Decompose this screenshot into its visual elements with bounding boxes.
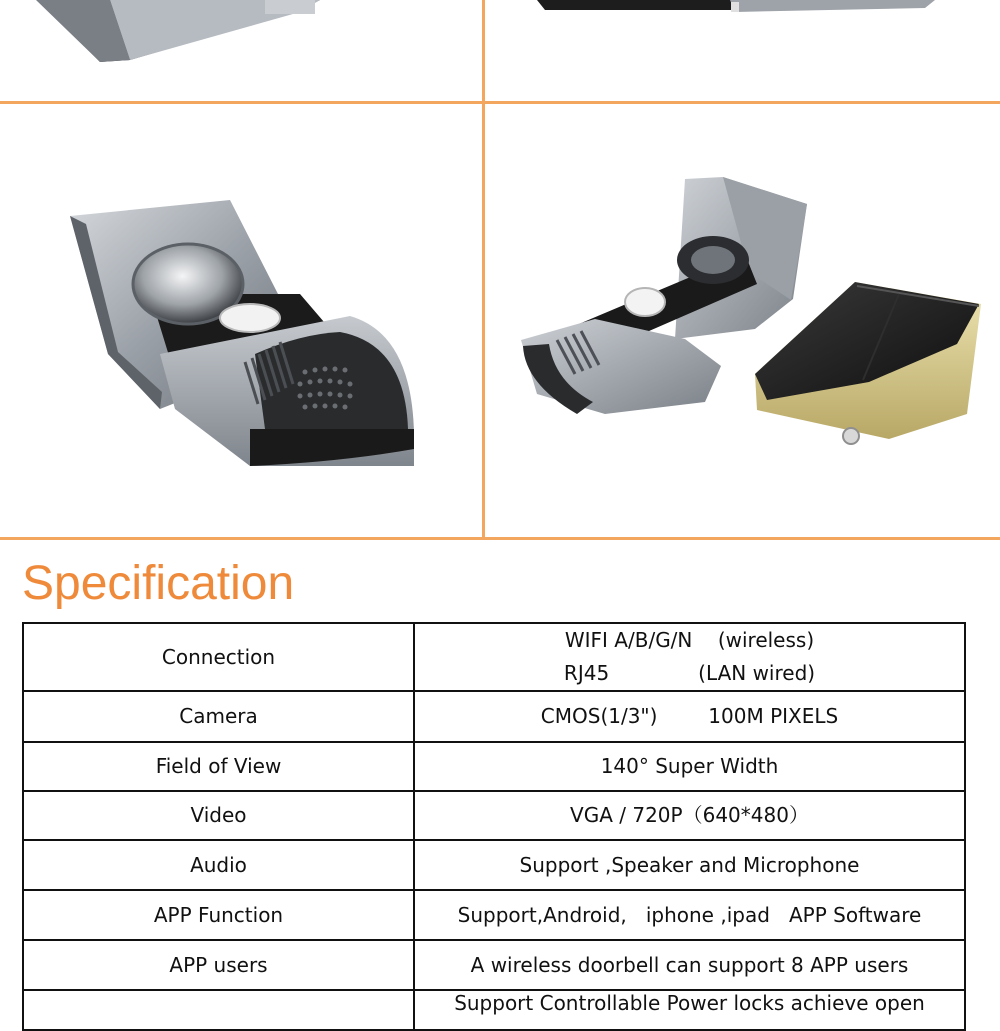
spec-row-video [23, 791, 965, 840]
spec-label [23, 990, 414, 1030]
spec-value: CMOS(1/3") 100M PIXELS [414, 691, 965, 742]
spec-value [414, 623, 965, 691]
spec-row-app-users [23, 940, 965, 990]
spec-value: Support Controllable Power locks achieve open [414, 990, 965, 1030]
spec-row-audio [23, 840, 965, 890]
spec-label: Camera [23, 691, 414, 742]
grid-divider-bottom [0, 537, 1000, 540]
spec-row-field-of-view [23, 742, 965, 791]
spec-value-line: WIFI A/B/G/N (wireless) [564, 628, 815, 652]
spec-row-connection [23, 623, 965, 691]
spec-value-line: RJ45 (LAN wired) [563, 661, 816, 685]
spec-row-camera [23, 691, 965, 742]
spec-value: Support,Android, iphone ,ipad APP Software [414, 890, 965, 940]
spec-value: 140° Super Width [414, 742, 965, 791]
photo-top-left [0, 0, 482, 101]
photo-top-right [485, 0, 1000, 101]
spec-label: APP users [23, 940, 414, 990]
spec-value: Support ,Speaker and Microphone [414, 840, 965, 890]
spec-label: APP Function [23, 890, 414, 940]
doorbell-front-photo [0, 104, 482, 537]
spec-label: Audio [23, 840, 414, 890]
spec-label: Field of View [23, 742, 414, 791]
spec-row-power-locks [23, 990, 965, 1030]
spec-value: A wireless doorbell can support 8 APP users [414, 940, 965, 990]
spec-row-app-function [23, 890, 965, 940]
spec-label: Connection [23, 623, 414, 691]
specification-table [22, 622, 966, 1031]
spec-value: VGA / 720P（640*480） [414, 791, 965, 840]
spec-label: Video [23, 791, 414, 840]
doorbell-and-chime-photo [485, 104, 1000, 537]
specification-heading: Specification [22, 557, 295, 610]
